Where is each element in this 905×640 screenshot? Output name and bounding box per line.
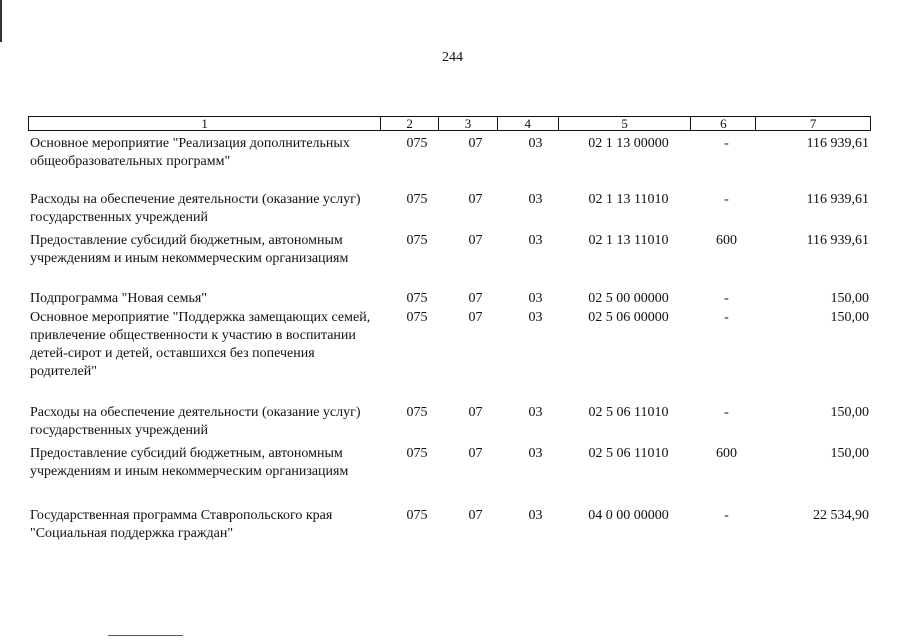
page-number: 244: [442, 50, 463, 65]
row-amount: 116 939,61: [806, 192, 869, 207]
row-section: 07: [468, 508, 483, 523]
row-code-admin: 075: [406, 405, 428, 420]
row-subsection: 03: [528, 310, 543, 325]
row-expense-type: -: [724, 136, 729, 151]
row-subsection: 03: [528, 291, 543, 306]
row-target-article: 02 5 00 00000: [588, 291, 669, 306]
row-subsection: 03: [528, 136, 543, 151]
row-name: Расходы на обеспечение деятельности (оказание услуг) государственных учреждений: [30, 405, 361, 438]
row-expense-type: 600: [716, 233, 737, 248]
table-row: [28, 232, 871, 268]
header-col-7: 7: [809, 116, 817, 131]
row-subsection: 03: [528, 233, 543, 248]
row-name: Государственная программа Ставропольского края "Социальная поддержка граждан": [30, 508, 333, 541]
header-col-4: 4: [498, 117, 559, 130]
header-col-2: 2: [381, 117, 439, 130]
row-target-article: 02 1 13 11010: [588, 233, 669, 248]
row-section: 07: [468, 192, 483, 207]
row-amount: 116 939,61: [806, 136, 869, 151]
row-expense-type: 600: [716, 446, 737, 461]
table-row: [28, 135, 871, 171]
row-subsection: 03: [528, 508, 543, 523]
row-target-article: 02 5 06 11010: [588, 405, 669, 420]
row-expense-type: -: [724, 291, 729, 306]
row-expense-type: -: [724, 310, 729, 325]
row-name: Основное мероприятие "Реализация дополнительных общеобразовательных программ": [30, 136, 350, 169]
row-name: Расходы на обеспечение деятельности (оказание услуг) государственных учреждений: [30, 192, 361, 225]
row-section: 07: [468, 446, 483, 461]
row-code-admin: 075: [406, 310, 428, 325]
table-row: [28, 191, 871, 227]
row-target-article: 02 1 13 00000: [588, 136, 669, 151]
row-section: 07: [468, 405, 483, 420]
row-target-article: 02 1 13 11010: [588, 192, 669, 207]
table-row: [28, 290, 871, 308]
header-col-1: 1: [29, 117, 381, 130]
row-section: 07: [468, 291, 483, 306]
table-row: [28, 507, 871, 543]
row-expense-type: -: [724, 192, 729, 207]
row-amount: 22 534,90: [813, 508, 869, 523]
row-target-article: 02 5 06 00000: [588, 310, 669, 325]
row-section: 07: [468, 136, 483, 151]
row-subsection: 03: [528, 405, 543, 420]
row-section: 07: [468, 310, 483, 325]
row-section: 07: [468, 233, 483, 248]
row-amount: 150,00: [830, 291, 869, 306]
table-row: [28, 309, 871, 381]
row-amount: 150,00: [830, 405, 869, 420]
row-amount: 150,00: [830, 310, 869, 325]
row-amount: 116 939,61: [806, 233, 869, 248]
row-amount: 150,00: [830, 446, 869, 461]
row-target-article: 04 0 00 00000: [588, 508, 669, 523]
row-target-article: 02 5 06 11010: [588, 446, 669, 461]
header-col-6: 6: [691, 117, 756, 130]
row-code-admin: 075: [406, 192, 428, 207]
row-name: Предоставление субсидий бюджетным, автономным учреждениям и иным некоммерческим организациям: [30, 233, 349, 266]
table-header: [28, 116, 871, 131]
table-row: [28, 404, 871, 440]
header-col-3: 3: [439, 117, 498, 130]
row-name: Предоставление субсидий бюджетным, автономным учреждениям и иным некоммерческим организациям: [30, 446, 349, 479]
row-code-admin: 075: [406, 233, 428, 248]
footer-line: [108, 635, 183, 636]
table-row: [28, 445, 871, 481]
row-subsection: 03: [528, 446, 543, 461]
row-code-admin: 075: [406, 446, 428, 461]
row-code-admin: 075: [406, 291, 428, 306]
row-code-admin: 075: [406, 508, 428, 523]
row-code-admin: 075: [406, 136, 428, 151]
row-name: Основное мероприятие "Поддержка замещающих семей, привлечение общественности к участию в воспитании детей-сирот и детей, оставшихся без попечения родителей": [30, 310, 371, 379]
scan-edge-mark: [0, 0, 2, 42]
row-subsection: 03: [528, 192, 543, 207]
row-expense-type: -: [724, 405, 729, 420]
header-col-5: 5: [559, 117, 692, 130]
row-expense-type: -: [724, 508, 729, 523]
row-name: Подпрограмма "Новая семья": [30, 291, 208, 306]
